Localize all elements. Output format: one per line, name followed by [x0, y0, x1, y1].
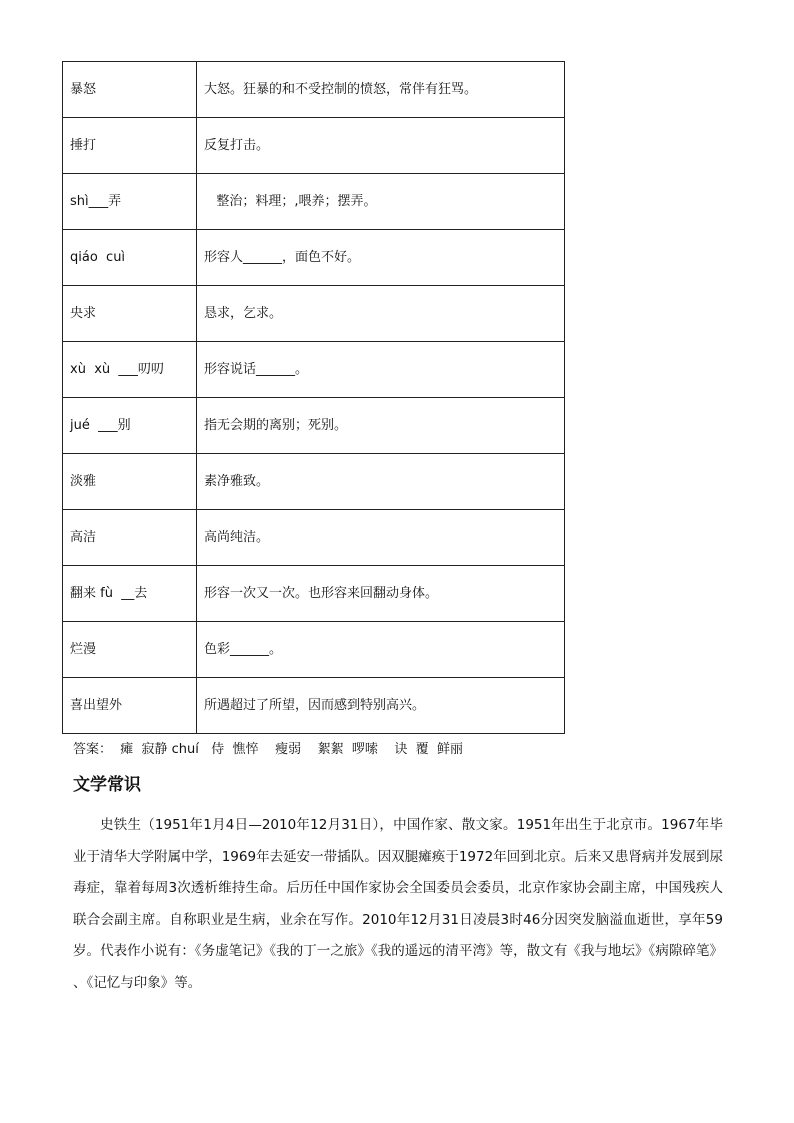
- term-cell: shì___弄: [63, 174, 197, 230]
- table-row: [63, 342, 565, 398]
- term-cell: 央求: [63, 286, 197, 342]
- meaning-cell: 整治；料理；,喂养；摆弄。: [197, 174, 565, 230]
- table-row: [63, 62, 565, 118]
- term-cell: xù xù ___叨叨: [63, 342, 197, 398]
- meaning-cell: 所遇超过了所望，因而感到特别高兴。: [197, 678, 565, 734]
- meaning-cell: 高尚纯洁。: [197, 510, 565, 566]
- table-row: [63, 230, 565, 286]
- meaning-cell: 素净雅致。: [197, 454, 565, 510]
- meaning-cell: 反复打击。: [197, 118, 565, 174]
- table-row: [63, 398, 565, 454]
- meaning-cell: 色彩______。: [197, 622, 565, 678]
- table-row: [63, 510, 565, 566]
- meaning-cell: 指无会期的离别；死别。: [197, 398, 565, 454]
- table-row: [63, 622, 565, 678]
- vocab-table-body: [63, 62, 565, 734]
- answer-line: 答案： 瘫 寂静 chuí 侍 憔悴 瘦弱 絮絮 啰嗦 诀 覆 鲜丽: [73, 742, 463, 757]
- author-bio-paragraph: 史铁生（1951年1月4日—2010年12月31日），中国作家、散文家。1951年出生于北京市。1967年毕业于清华大学附属中学，1969年去延安一带插队。因双腿瘫痪于1972年回到北京。后来又患肾病并发展到尿毒症，靠着每周3次透析维持生命。后历任中国作家协会全国委员会委员，北京作家协会副主席，中国残疾人联合会副主席。自称职业是生病，业余在写作。2010年12月31日凌晨3时46分因突发脑溢血逝世，享年59岁。代表作小说有：《务虚笔记》《我的丁一之旅》《我的遥远的清平湾》等，散文有《我与地坛》《病隙碎笔》 、《记忆与印象》等。: [73, 817, 723, 991]
- table-row: [63, 454, 565, 510]
- term-cell: qiáo cuì: [63, 230, 197, 286]
- meaning-cell: 恳求，乞求。: [197, 286, 565, 342]
- term-cell: 暴怒: [63, 62, 197, 118]
- term-cell: 捶打: [63, 118, 197, 174]
- term-cell: 喜出望外: [63, 678, 197, 734]
- table-row: [63, 678, 565, 734]
- meaning-cell: 大怒。狂暴的和不受控制的愤怒，常伴有狂骂。: [197, 62, 565, 118]
- section-title: 文学常识: [73, 775, 141, 795]
- term-cell: 淡雅: [63, 454, 197, 510]
- term-cell: jué ___别: [63, 398, 197, 454]
- table-row: [63, 566, 565, 622]
- table-row: [63, 118, 565, 174]
- term-cell: 高洁: [63, 510, 197, 566]
- vocab-table: [62, 61, 565, 734]
- table-row: [63, 174, 565, 230]
- meaning-cell: 形容说话______。: [197, 342, 565, 398]
- term-cell: 烂漫: [63, 622, 197, 678]
- table-row: [63, 286, 565, 342]
- meaning-cell: 形容人______，面色不好。: [197, 230, 565, 286]
- meaning-cell: 形容一次又一次。也形容来回翻动身体。: [197, 566, 565, 622]
- term-cell: 翻来 fù __去: [63, 566, 197, 622]
